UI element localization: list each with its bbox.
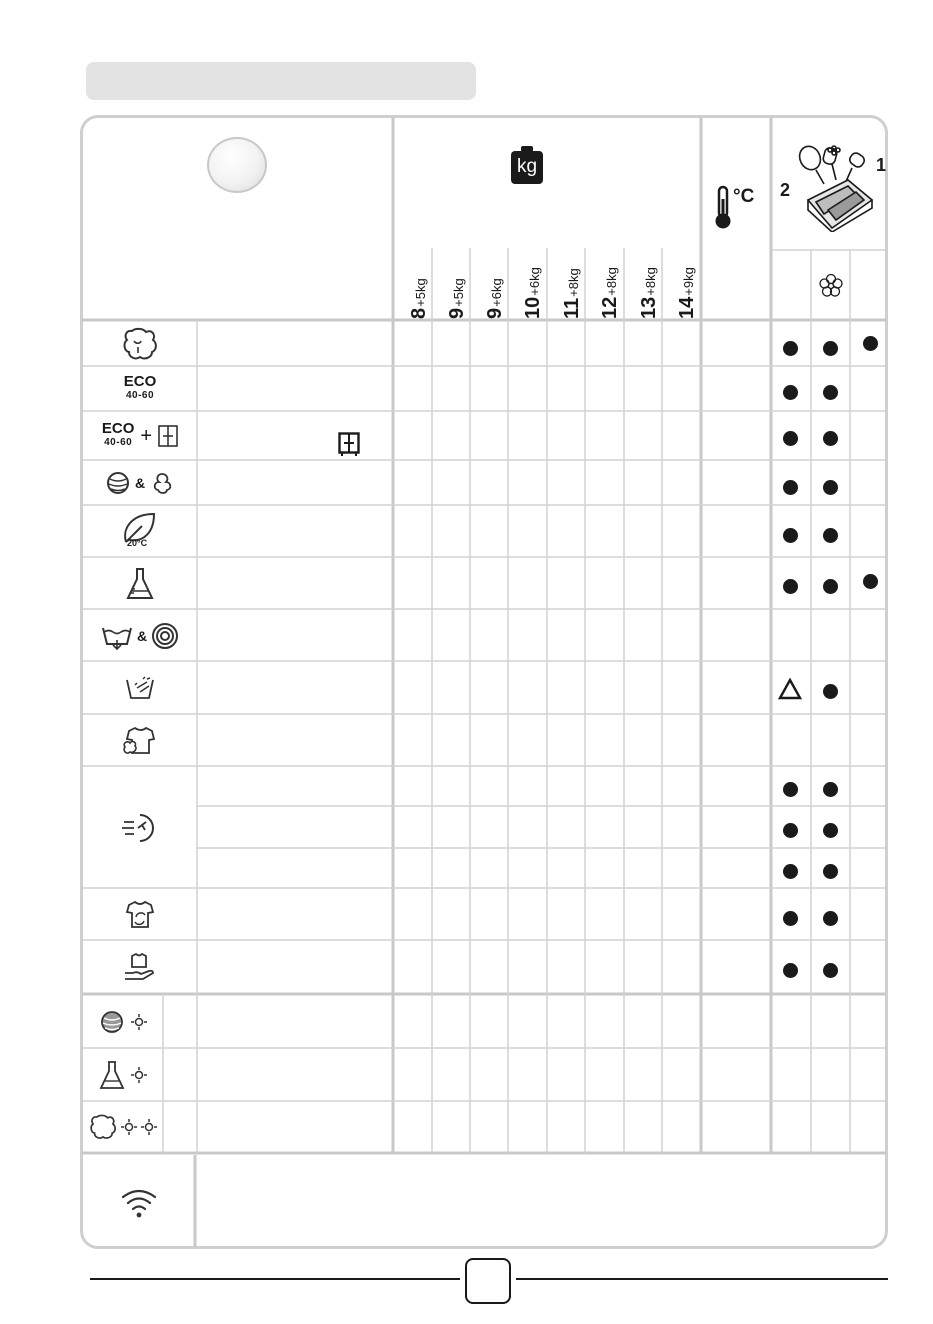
load-capacity-extra: +9kg (681, 267, 696, 296)
load-capacity-main: 11 (561, 297, 583, 319)
mixed-shirt-icon (84, 890, 196, 940)
compartment-dot (823, 911, 838, 926)
compartment-dot (863, 336, 878, 351)
hand-wash-shirt-icon (84, 942, 196, 992)
compartment-dot (823, 823, 838, 838)
load-capacity-main: 13 (638, 296, 660, 319)
load-capacity-label (446, 278, 469, 319)
compartment-dot (823, 480, 838, 495)
load-capacity-main: 10 (522, 296, 544, 319)
compartment-dot (783, 782, 798, 797)
prewash-icon (84, 663, 196, 713)
wifi-icon (84, 1160, 194, 1246)
detergent-drawer-icon (798, 140, 878, 237)
load-capacity-extra: +6kg (489, 278, 504, 307)
weight-icon (510, 145, 544, 185)
compartment-2-label: 2 (780, 180, 791, 200)
rinse-and-spin-icon: & (84, 611, 196, 661)
load-capacity-extra: +5kg (413, 278, 428, 307)
cotton-icon (84, 322, 196, 366)
eco-40-60-plus-door-icon: ECO 40-60 + (84, 413, 196, 459)
compartment-dot (823, 341, 838, 356)
cotton-dry-icon (84, 1103, 162, 1151)
compartment-dot (783, 480, 798, 495)
load-capacity-main: 12 (599, 296, 621, 319)
compartment-dot (823, 963, 838, 978)
load-capacity-extra: +8kg (643, 267, 658, 296)
compartment-dot (823, 385, 838, 400)
hygiene-dry-icon (84, 1050, 162, 1100)
compartment-1-label: 1 (876, 155, 887, 175)
program-dial-icon (207, 137, 267, 193)
flower-icon (818, 273, 844, 304)
load-capacity-extra: +6kg (527, 267, 542, 296)
footer-rule-left (90, 1278, 460, 1280)
eco-20-leaf-icon: 20°C (84, 507, 196, 557)
compartment-optional-triangle (778, 678, 802, 700)
load-capacity-label (599, 267, 622, 319)
compartment-dot (783, 579, 798, 594)
compartment-dot (823, 684, 838, 699)
load-capacity-extra: +8kg (566, 268, 581, 297)
hygiene-flask-icon (84, 559, 196, 609)
door-icon (338, 432, 360, 461)
compartment-dot (783, 385, 798, 400)
compartment-dot (823, 528, 838, 543)
load-capacity-label (561, 268, 584, 319)
footer-rule-right (516, 1278, 888, 1280)
compartment-dot (783, 911, 798, 926)
load-capacity-main: 9 (484, 307, 506, 319)
page-number-box (465, 1258, 511, 1304)
wool-dry-icon (84, 996, 162, 1048)
rapid-wash-icon (84, 768, 196, 888)
load-capacity-label (408, 278, 431, 319)
weight-unit-label: kg (516, 156, 538, 177)
temperature-unit: °C (733, 186, 755, 207)
compartment-dot (783, 823, 798, 838)
load-capacity-main: 14 (676, 296, 698, 319)
compartment-dot (823, 782, 838, 797)
load-capacity-label (676, 267, 699, 319)
load-capacity-extra: +5kg (451, 278, 466, 307)
compartment-dot (783, 963, 798, 978)
load-capacity-label (522, 267, 545, 319)
compartment-dot (783, 431, 798, 446)
steam-shirt-icon (84, 716, 196, 766)
wool-and-delicates-icon: & (84, 462, 196, 504)
load-capacity-label (484, 278, 507, 319)
load-capacity-main: 9 (446, 307, 468, 319)
load-capacity-extra: +8kg (604, 267, 619, 296)
compartment-dot (823, 431, 838, 446)
compartment-dot (823, 864, 838, 879)
compartment-dot (783, 864, 798, 879)
eco-40-60-icon: ECO 40-60 (123, 373, 157, 401)
compartment-dot (823, 579, 838, 594)
compartment-dot (863, 574, 878, 589)
thermometer-icon (713, 185, 733, 236)
compartment-dot (783, 341, 798, 356)
load-capacity-main: 8 (408, 307, 430, 319)
load-capacity-label (638, 267, 661, 319)
compartment-dot (783, 528, 798, 543)
